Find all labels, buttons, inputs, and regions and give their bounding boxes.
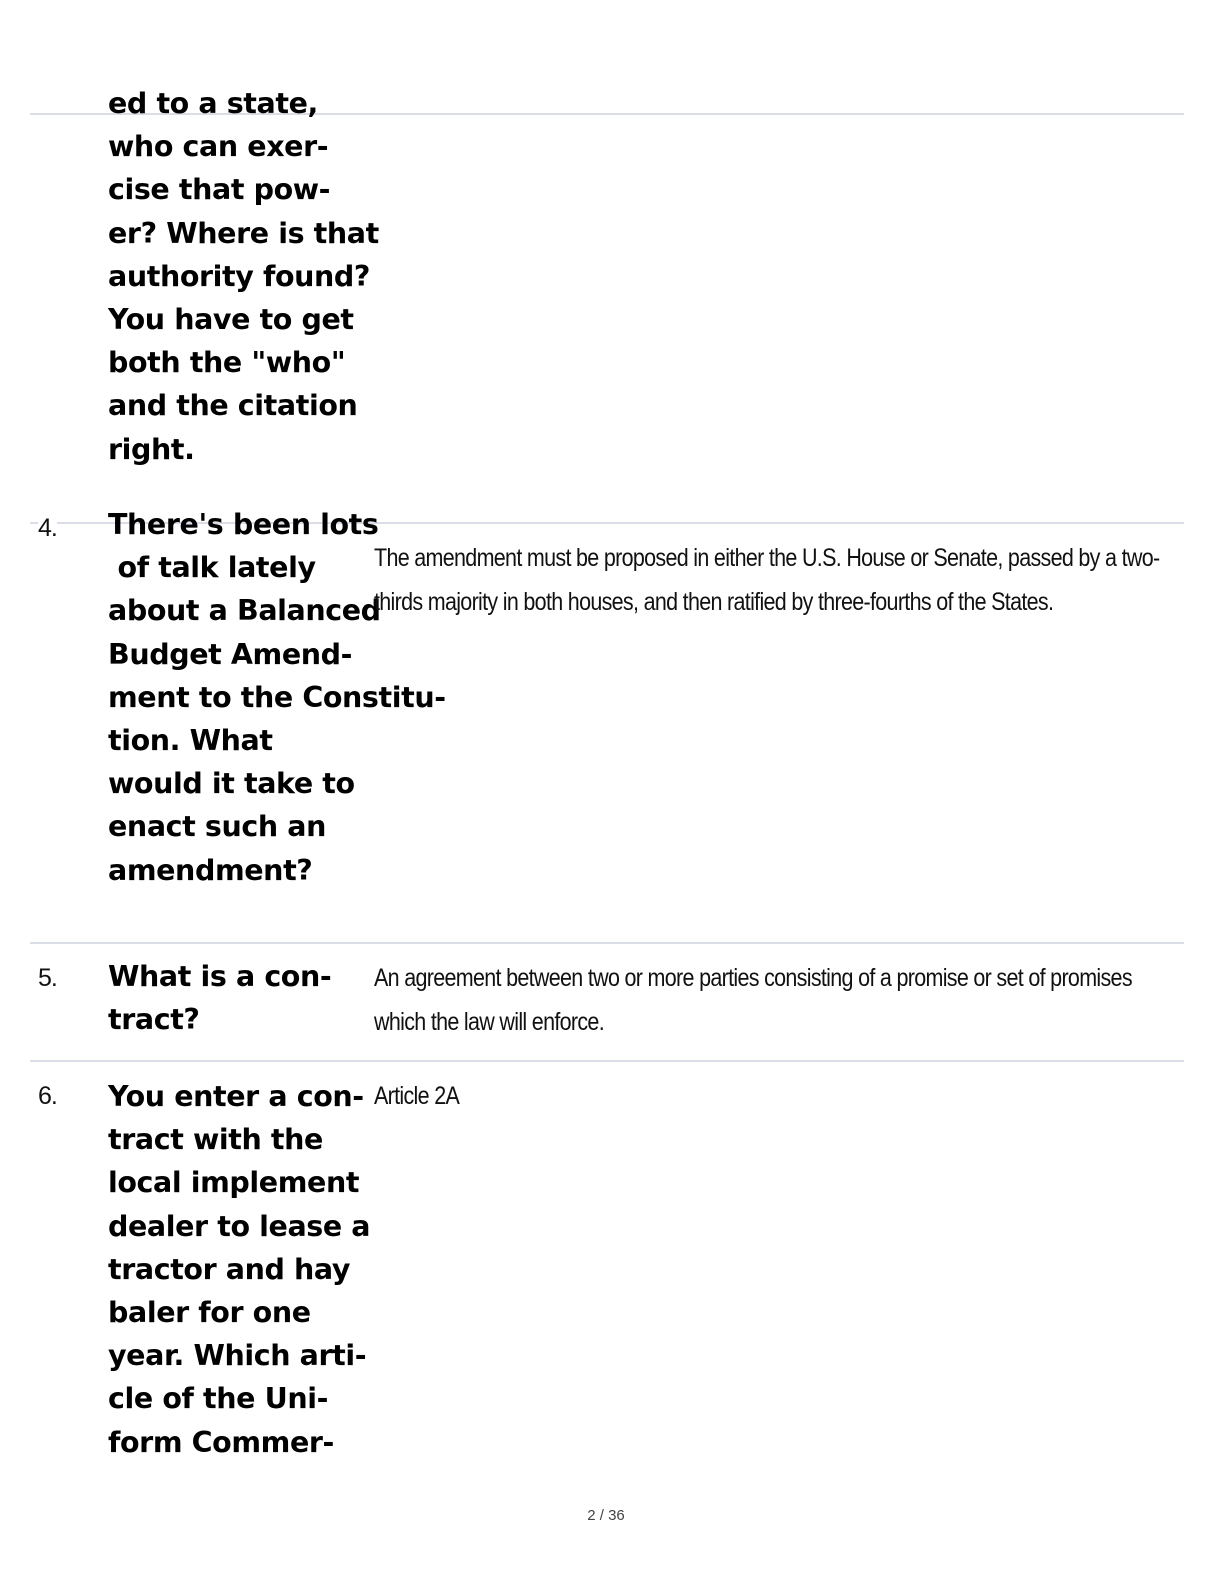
question-text: There's been lots of talk lately about a Balanced Budget Amend- ment to the Constitu- tion. What would it take to enact such an amendment? <box>108 508 446 887</box>
question-text: What is a con- tract? <box>108 960 332 1037</box>
row-divider <box>30 1060 1184 1062</box>
question-number: 4. <box>38 507 57 550</box>
row-divider <box>30 942 1184 944</box>
answer-text: An agreement between two or more parties consisting of a promise or set of promises which the law will enforce. <box>374 964 1132 1036</box>
question-text: ed to a state, who can exer- cise that pow- er? Where is that authority found? You have to get both the "who" and the citation right. <box>108 87 379 466</box>
answer-text: Article 2A <box>374 1082 460 1110</box>
question-text: You enter a con- tract with the local implement dealer to lease a tractor and hay baler for one year. Which arti- cle of the Uni- form Commer- <box>108 1080 371 1459</box>
question-number: 5. <box>38 957 57 1000</box>
question-number: 6. <box>38 1075 57 1118</box>
answer-text: The amendment must be proposed in either the U.S. House or Senate, passed by a two-thirds majority in both houses, and then ratified by three-fourths of the States. <box>374 544 1160 616</box>
page-number: 2 / 36 <box>587 1507 625 1524</box>
